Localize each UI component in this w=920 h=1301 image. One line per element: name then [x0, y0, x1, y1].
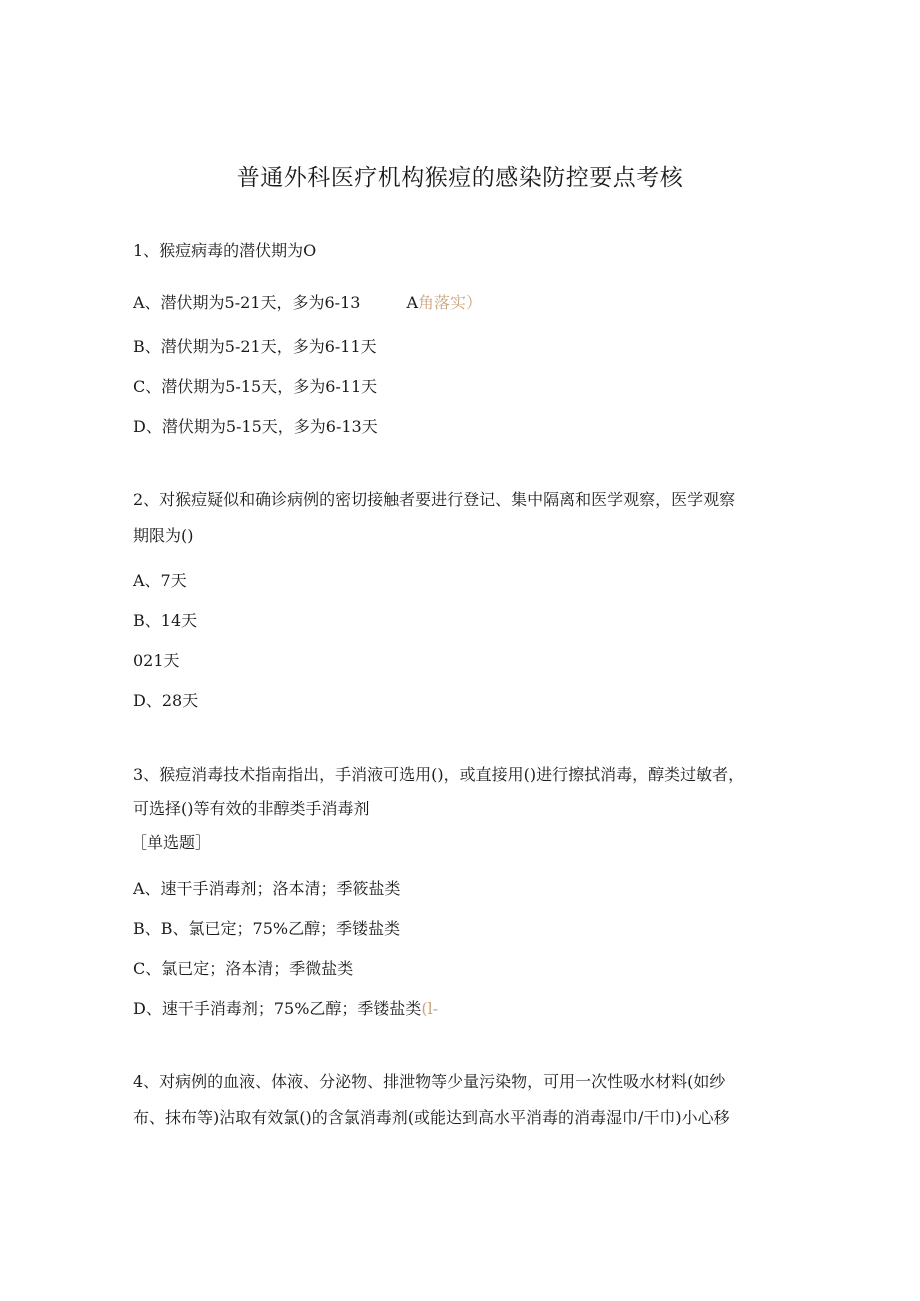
question-3-option-b: B、B、氯已定；75%乙醇；季镂盐类	[133, 919, 401, 938]
question-2-option-b: B、14天	[133, 611, 198, 630]
question-3-option-d	[133, 998, 438, 1020]
question-2-option-a: A、7天	[133, 571, 187, 590]
answer-prefix: A	[406, 293, 419, 312]
question-3-option-c: C、氯已定；洛本清；季微盐类	[133, 959, 354, 978]
question-1-option-a	[133, 292, 482, 314]
question-2-stem-line-1: 2、对猴痘疑似和确诊病例的密切接触者要进行登记、集中隔离和医学观察，医学观察	[133, 490, 736, 509]
question-3-option-a: A、速干手消毒剂；洛本清；季筱盐类	[133, 879, 401, 898]
question-3-type-label: ［单选题］	[131, 833, 212, 852]
answer-note: 角落实）	[418, 293, 483, 312]
question-2-option-d: D、28天	[133, 691, 199, 710]
question-1-option-b: B、潜伏期为5-21天，多为6-11天	[133, 337, 377, 356]
question-3-stem-line-2: 可选择()等有效的非醇类手消毒剂	[133, 799, 370, 818]
option-text: A、潜伏期为5-21天，多为6-13	[133, 293, 361, 312]
question-4-stem-line-2: 布、抹布等)沾取有效氯()的含氯消毒剂(或能达到高水平消毒的消毒湿巾/干巾)小心移	[133, 1108, 730, 1127]
document-title: 普通外科医疗机构猴痘的感染防控要点考核	[236, 165, 684, 191]
question-3-stem-line-1: 3、猴痘消毒技术指南指出，手消液可选用()，或直接用()进行擦拭消毒，醇类过敏者，	[133, 765, 745, 784]
question-2-option-c: 021天	[133, 651, 180, 670]
question-2-stem-line-2: 期限为()	[133, 526, 194, 545]
question-1-option-d: D、潜伏期为5-15天，多为6-13天	[133, 417, 378, 436]
question-1-option-c: C、潜伏期为5-15天，多为6-11天	[133, 377, 378, 396]
option-text: D、速干手消毒剂；75%乙醇；季镂盐类	[133, 999, 422, 1018]
question-4-stem-line-1: 4、对病例的血液、体液、分泌物、排泄物等少量污染物，可用一次性吸水材料(如纱	[133, 1072, 726, 1091]
answer-mark: (l-	[421, 999, 439, 1018]
question-1-stem: 1、猴痘病毒的潜伏期为O	[133, 241, 317, 260]
